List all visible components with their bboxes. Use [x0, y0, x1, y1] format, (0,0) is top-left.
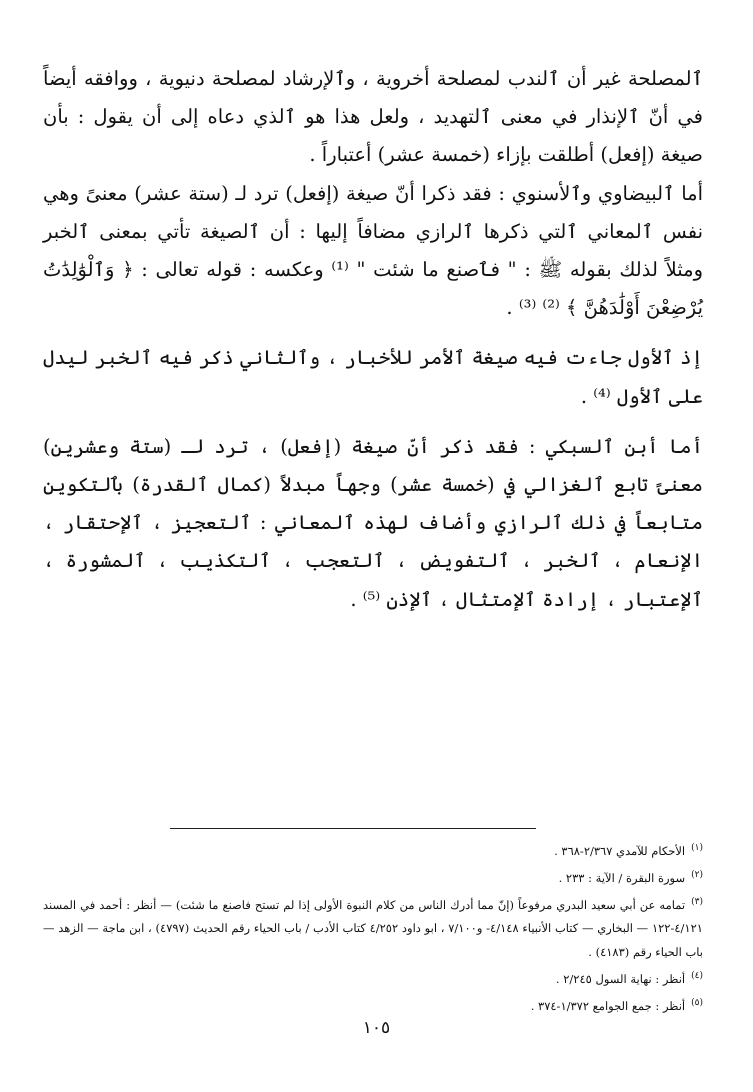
- footnote: [43, 964, 703, 991]
- main-text: [43, 60, 703, 619]
- paragraph: أما ٱلبيضاوي وٱلأسنوي : فقد ذكرا أنّ صيغة (إفعل) ترد لـ (ستة عشر) معنىً وهي نفس ٱلمعاني ٱلتي ذكرها ٱلرازي مضافاً إليها : أن ٱلصيغة تأتي بمعنى ٱلخبر ومثلاً لذلك بقوله ﷺ : " فٱصنع ما شئت " ⁽¹⁾ وعكسه : قوله تعالى : ﴿ وَٱلْوَٰلِدَٰتُ يُرْضِعْنَ أَوْلَٰدَهُنَّ ﴾ ⁽²⁾ ⁽³⁾ .: [43, 181, 703, 320]
- paragraph: إذ ٱلأول جاءت فيه صيغة ٱلأمر للأخبار ، وٱلثاني ذكر فيه ٱلخبر ليدل على ٱلأول ⁽⁴⁾ .: [43, 346, 703, 408]
- footnote-marker: (٣): [691, 896, 703, 907]
- paragraph-gap: [43, 327, 703, 339]
- footnote-marker: (٤): [691, 971, 703, 982]
- footnote: [43, 836, 703, 863]
- footnote-text: سورة البقرة / الآية : ٢٣٣ .: [558, 870, 686, 885]
- footnote-marker: (٥): [691, 998, 703, 1009]
- paragraph: أما أبن ٱلسبكي : فقد ذكر أنّ صيغة (إفعل) ، ترد لـ (ستة وعشرين) معنىً تابع ٱلغزالي في (خمسة عشر) وجهاً مبدلاً (كمال ٱلقدرة) بٱلتكوين متابعاً في ذلك ٱلرازي وأضاف لهذه ٱلمعاني : ٱلتعجيز ، ٱلإحتقار ، الإنعام ، ٱلخبر ، ٱلتفويض ، ٱلتعجب ، ٱلتكذيب ، ٱلمشورة ، ٱلإعتبار ، إرادة ٱلإمتثال ، ٱلإذن ⁽⁵⁾ .: [43, 434, 703, 611]
- footnote-marker: (٢): [691, 869, 703, 880]
- footnote-text: تمامه عن أبي سعيد البدري مرفوعاً (إنّ مما أدرك الناس من كلام النبوة الأولى إذا لم تستح فاصنع ما شئت) — أنظر : أحمد في المسند ٤/١٢١-١٢٢ — البخاري — كتاب الأنبياء ٤/١٤٨- و٧/١٠٠ ، ابو داود ٤/٢٥٢ كتاب الأدب / باب الحياء رقم الحديث (٤٧٩٧) ، ابن ماجة — الزهد — باب الحياء رقم (٤١٨٣) .: [43, 897, 703, 960]
- footnotes: [43, 836, 703, 1018]
- page-number: ١٠٥: [362, 1018, 391, 1038]
- footnote-text: أنظر : نهاية السول ٢/٢٤٥ .: [555, 972, 686, 987]
- paragraph-gap: [43, 416, 703, 428]
- footnote: [43, 890, 703, 965]
- footnote-text: أنظر : جمع الجوامع ١/٣٧٢-٣٧٤ .: [530, 999, 686, 1014]
- paragraph: ٱلمصلحة غير أن ٱلندب لمصلحة أخروية ، وٱلإرشاد لمصلحة دنيوية ، ووافقه أيضاً في أنّ ٱلإنذار في معنى ٱلتهديد ، ولعل هذا هو ٱلذي دعاه إلى أن يقول : بأن صيغة (إفعل) أطلقت بإزاء (خمسة عشر) أعتباراً .: [43, 67, 703, 167]
- footnote: [43, 991, 703, 1018]
- footnote: [43, 863, 703, 890]
- footnote-marker: (١): [691, 843, 703, 853]
- footnote-divider: [170, 828, 536, 829]
- footnote-text: الأحكام للآمدي ٢/٣٦٧-٣٦٨ .: [554, 843, 686, 858]
